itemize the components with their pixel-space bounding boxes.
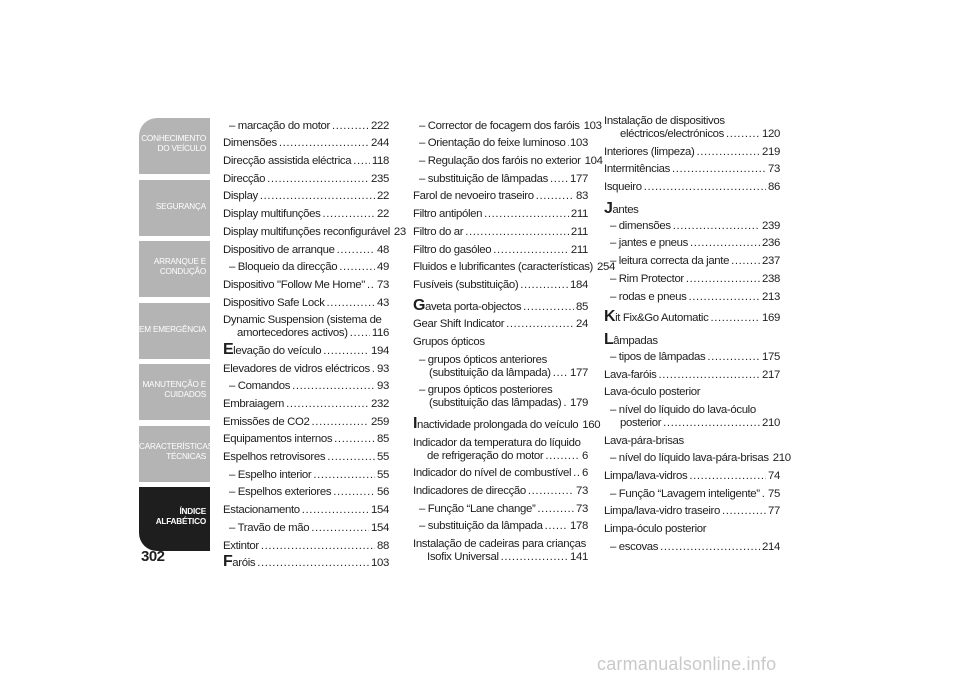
index-entry[interactable]: Inactividade prolongada do veículo 160 [413, 415, 601, 432]
index-entry[interactable]: – Orientação do feixe luminoso ..... 103 [413, 133, 588, 151]
index-entry-heading[interactable]: Instalação de cadeiras para crianças [413, 538, 586, 551]
index-entry-heading[interactable]: – grupos ópticos anteriores [419, 353, 547, 366]
tab-indice-alfabetico[interactable]: ÍNDICE ALFABÉTICO [139, 487, 210, 551]
section-letter: I [413, 415, 417, 432]
index-entry-heading[interactable]: Lâmpadas [604, 331, 658, 349]
index-entry[interactable]: – Travão de mão ..... 154 [223, 517, 389, 535]
page-number: 302 [141, 548, 165, 565]
index-entry[interactable]: Fluidos e lubrificantes (características) 254 [413, 261, 615, 274]
index-entry-heading[interactable]: Instalação de dispositivos [604, 115, 725, 127]
tab-conhecimento-do-veiculo[interactable]: CONHECIMENTO DO VEÍCULO [139, 118, 210, 174]
index-entry[interactable]: Filtro do gasóleo ..... 211 [413, 239, 588, 257]
index-entry[interactable]: – Regulação dos faróis no exterior 104 [419, 155, 603, 168]
index-entry-heading[interactable]: Grupos ópticos [413, 335, 485, 348]
index-entry[interactable]: – substituição da lâmpada ..... 178 [413, 516, 588, 534]
index-entry[interactable]: Elevação do veículo ..... 194 [223, 340, 389, 358]
index-entry-heading[interactable]: Jantes [604, 200, 639, 218]
index-entry[interactable]: Extintor ..... 88 [223, 535, 389, 553]
index-entry[interactable]: – escovas ..... 214 [604, 536, 780, 554]
index-column-3 [604, 115, 791, 554]
index-entry[interactable]: Embraiagem ..... 232 [223, 393, 389, 411]
index-entry[interactable]: Interiores (limpeza) ..... 219 [604, 141, 780, 159]
index-entry[interactable]: eléctricos/electrónicos ..... 120 [604, 128, 780, 141]
index-entry[interactable]: Fusíveis (substituição) ..... 184 [413, 274, 588, 292]
index-entry[interactable]: Lava-faróis ..... 217 [604, 364, 780, 382]
index-entry[interactable]: Direcção ..... 235 [223, 168, 389, 186]
index-entry[interactable]: Filtro do ar ..... 211 [413, 221, 588, 239]
index-entry[interactable]: – tipos de lâmpadas ..... 175 [604, 346, 780, 364]
index-entry[interactable]: Gaveta porta-objectos ..... 85 [413, 296, 588, 314]
section-tabs [139, 118, 213, 557]
tab-manutencao-e-cuidados[interactable]: MANUTENÇÃO E CUIDADOS [139, 364, 210, 420]
index-entry-heading[interactable]: Limpa-óculo posterior [604, 523, 707, 536]
index-entry[interactable]: – Corrector de focagem dos faróis 103 [419, 119, 602, 132]
index-entry[interactable]: Indicador do nível de combustível ..... 6 [413, 463, 588, 481]
index-entry[interactable]: Emissões de CO2 ..... 259 [223, 411, 389, 429]
index-entry-heading[interactable]: Lava-óculo posterior [604, 386, 701, 399]
index-entry-heading[interactable]: – nível do líquido do lava-óculo [610, 403, 756, 416]
section-letter: J [604, 200, 613, 218]
tab-caracteristicas-tecnicas[interactable]: CARACTERÍSTICAS TÉCNICAS [139, 426, 210, 482]
tab-arranque-e-conducao[interactable]: ARRANQUE E CONDUÇÃO [139, 241, 210, 297]
index-entry[interactable]: posterior ..... 210 [604, 417, 780, 430]
index-entry-heading[interactable]: Indicador da temperatura do líquido [413, 436, 581, 449]
index-entry-heading[interactable]: Dynamic Suspension (sistema de [223, 314, 382, 327]
index-entry[interactable]: Estacionamento ..... 154 [223, 499, 389, 517]
index-entry[interactable]: (substituição das lâmpadas) ..... 179 [413, 397, 588, 410]
index-entry[interactable]: Display multifunções reconfigurável 23 [223, 225, 406, 238]
watermark-text: carmanualsonline.info [597, 654, 777, 674]
index-entry[interactable]: – leitura correcta da jante ..... 237 [604, 250, 780, 268]
index-column-2 [413, 115, 615, 564]
index-entry[interactable]: de refrigeração do motor ..... 6 [413, 450, 588, 463]
index-entry[interactable]: (substituição da lâmpada) ..... 177 [413, 367, 588, 380]
index-entry[interactable]: Indicadores de direcção ..... 73 [413, 480, 588, 498]
index-entry[interactable]: – Função “Lane change” ..... 73 [413, 498, 588, 516]
index-entry-heading[interactable]: Lava-pára-brisas [604, 434, 684, 447]
index-entry[interactable]: Kit Fix&Go Automatic ..... 169 [604, 308, 780, 326]
index-entry[interactable]: – dimensões ..... 239 [604, 215, 780, 233]
section-letter: E [223, 340, 234, 358]
index-entry[interactable]: – Rim Protector ..... 238 [604, 268, 780, 286]
index-entry[interactable]: Dimensões ..... 244 [223, 133, 389, 151]
index-entry[interactable]: – Espelho interior ..... 55 [223, 464, 389, 482]
index-entry[interactable]: Direcção assistida eléctrica ..... 118 [223, 150, 389, 168]
tab-em-emergencia[interactable]: EM EMERGÊNCIA [139, 303, 210, 359]
section-letter: K [604, 308, 616, 326]
index-entry[interactable]: – Comandos ..... 93 [223, 376, 389, 394]
index-entry[interactable]: – jantes e pneus ..... 236 [604, 233, 780, 251]
index-entry[interactable]: Isqueiro ..... 86 [604, 176, 780, 194]
section-letter: G [413, 296, 425, 314]
index-entry[interactable]: – rodas e pneus ..... 213 [604, 286, 780, 304]
index-entry[interactable]: – Bloqueio da direcção ..... 49 [223, 257, 389, 275]
section-letter: F [223, 553, 233, 571]
index-entry[interactable]: Limpa/lava-vidros ..... 74 [604, 465, 780, 483]
index-entry[interactable]: – nível do líquido lava-pára-brisas 210 [610, 452, 791, 465]
index-entry[interactable]: – Função “Lavagem inteligente” ..... 75 [604, 483, 780, 501]
index-entry[interactable]: Dispositivo "Follow Me Home" ..... 73 [223, 274, 389, 292]
index-entry[interactable]: – substituição de lâmpadas ..... 177 [413, 168, 588, 186]
index-entry[interactable]: Intermitências ..... 73 [604, 159, 780, 177]
section-letter: L [604, 331, 614, 349]
index-entry[interactable]: – Espelhos exteriores ..... 56 [223, 482, 389, 500]
index-entry[interactable]: Display multifunções ..... 22 [223, 203, 389, 221]
index-entry[interactable]: Dispositivo de arranque ..... 48 [223, 239, 389, 257]
index-entry[interactable]: Limpa/lava-vidro traseiro ..... 77 [604, 501, 780, 519]
index-entry[interactable]: Filtro antipólen ..... 211 [413, 203, 588, 221]
index-entry[interactable]: Gear Shift Indicator ..... 24 [413, 314, 588, 332]
tab-seguranca[interactable]: SEGURANÇA [139, 180, 210, 236]
index-entry[interactable]: Espelhos retrovisores ..... 55 [223, 446, 389, 464]
index-entry[interactable]: Dispositivo Safe Lock ..... 43 [223, 292, 389, 310]
index-entry[interactable]: Equipamentos internos ..... 85 [223, 429, 389, 447]
index-entry[interactable]: Faróis ..... 103 [223, 553, 389, 571]
index-entry[interactable]: – marcação do motor ..... 222 [223, 115, 389, 133]
index-entry-heading[interactable]: – grupos ópticos posteriores [419, 384, 553, 397]
index-entry[interactable]: Display ..... 22 [223, 186, 389, 204]
index-entry[interactable]: amortecedores activos) ..... 116 [223, 327, 389, 340]
index-entry[interactable]: Isofix Universal ..... 141 [413, 551, 588, 564]
index-column-1 [223, 115, 406, 571]
index-entry[interactable]: Farol de nevoeiro traseiro ..... 83 [413, 186, 588, 204]
index-entry[interactable]: Elevadores de vidros eléctricos ..... 93 [223, 358, 389, 376]
